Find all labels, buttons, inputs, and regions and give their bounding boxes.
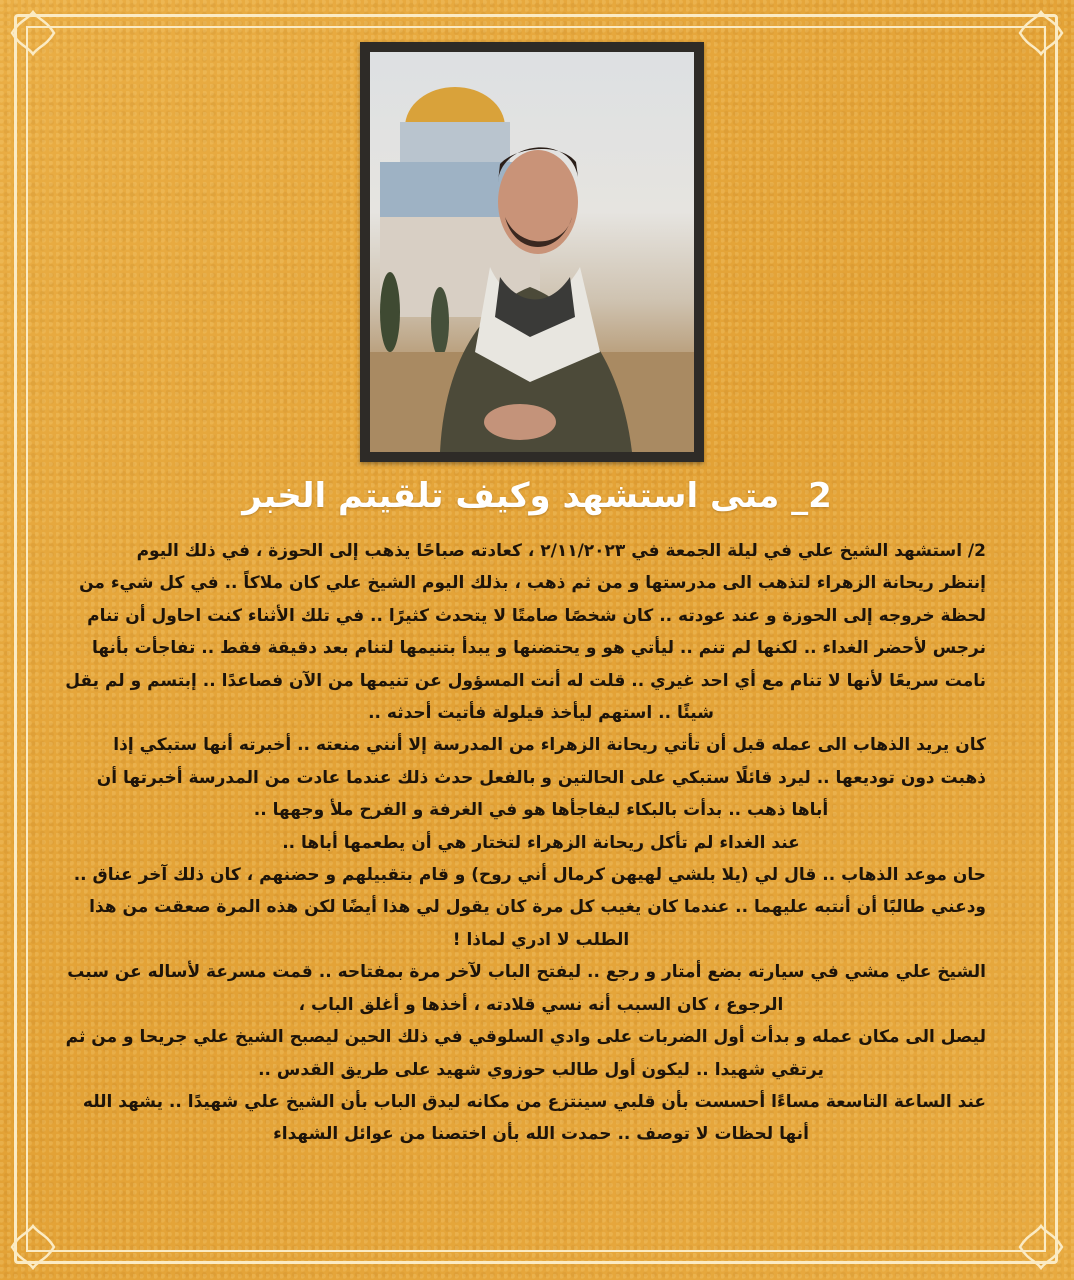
page-title: 2_ متى استشهد وكيف تلقيتم الخبر [242,476,832,516]
text-line: عند الغداء لم تأكل ريحانة الزهراء لتختار هي أن يطعمها أباها .. [282,832,800,853]
text-line: الرجوع ، كان السبب أنه نسي قلادته ، أخذها و أغلق الباب ، [298,994,784,1015]
portrait-photo-icon [370,52,694,452]
corner-ornament-icon [1014,1220,1068,1274]
text-line: نرجس لأحضر الغداء .. لكنها لم تنم .. ليأتي هو و يحتضنها و يبدأ بتنيمها لتنام بعد دقيقة فقط .. تفاجأت بأنها [91,638,986,659]
portrait-frame [360,42,704,462]
corner-ornament-icon [6,1220,60,1274]
text-line: حان موعد الذهاب .. قال لي (يلا بلشي لهيهن كرمال أني روح) و قام بتقبيلهم و حضنهم ، كان ذلك آخر عناق .. [73,865,986,886]
text-line: عند الساعة التاسعة مساءًا أحسست بأن قلبي سينتزع من مكانه ليدق الباب بأن الشيخ علي شهيدًا .. يشهد الله [82,1091,986,1112]
text-line: أباها ذهب .. بدأت بالبكاء ليفاجأها هو في الغرفة و الفرح ملأ وجهها .. [253,800,829,821]
text-line: نامت سريعًا لأنها لا تنام مع أي احد غيري .. قلت له أنت المسؤول عن تنيمها من الآن فصاعدًا .. إبتسم و لم يقل [65,670,986,691]
text-line: ذهبت دون توديعها .. ليرد قائلًا ستبكي على الحالتين و بالفعل حدث ذلك عندما عادت من المدرسة أخبرتها أن [96,767,986,788]
testimony-text [65,535,986,1151]
text-line: أنها لحظات لا توصف .. حمدت الله بأن اختصنا من عوائل الشهداء [273,1124,809,1145]
text-line: شيئًا .. استهم ليأخذ قيلولة فأتيت أحدثه .. [368,703,714,724]
text-line: كان يريد الذهاب الى عمله قبل أن تأتي ريحانة الزهراء من المدرسة إلا أنني منعته .. أخبرته أنها ستبكي إذا [113,735,986,756]
corner-ornament-icon [1014,6,1068,60]
text-line: الشيخ علي مشي في سيارته بضع أمتار و رجع .. ليفتح الباب لآخر مرة بمفتاحه .. قمت مسرعة لأساله عن سبب [67,962,986,983]
text-line: ودعني طالبًا أن أنتبه عليهما .. عندما كان يغيب كل مرة كان يقول لي هذا أيضًا لكن هذه المرة صعقت من هذا [89,897,986,918]
text-line: ليصل الى مكان عمله و بدأت أول الضربات على وادي السلوقي في ذلك الحين ليصبح الشيخ علي جريحا و من ثم [65,1027,986,1048]
text-line: يرتقي شهيدا .. ليكون أول طالب حوزوي شهيد على طريق القدس .. [258,1059,824,1080]
text-line: إنتظر ريحانة الزهراء لتذهب الى مدرستها و من ثم ذهب ، بذلك اليوم الشيخ علي كان ملاكاً .. في كل شيء من [79,573,986,594]
corner-ornament-icon [6,6,60,60]
text-line: لحظة خروجه إلى الحوزة و عند عودته .. كان شخصًا صامتًا لا يتحدث كثيرًا .. في تلك الأثناء كنت احاول أن تنام [87,605,986,626]
text-line: الطلب لا ادري لماذا ! [452,929,630,950]
text-line: 2/ استشهد الشيخ علي في ليلة الجمعة في ٢/١١/٢٠٢٣ ، كعادته صباحًا يذهب إلى الحوزة ، في ذلك اليوم [136,541,986,561]
